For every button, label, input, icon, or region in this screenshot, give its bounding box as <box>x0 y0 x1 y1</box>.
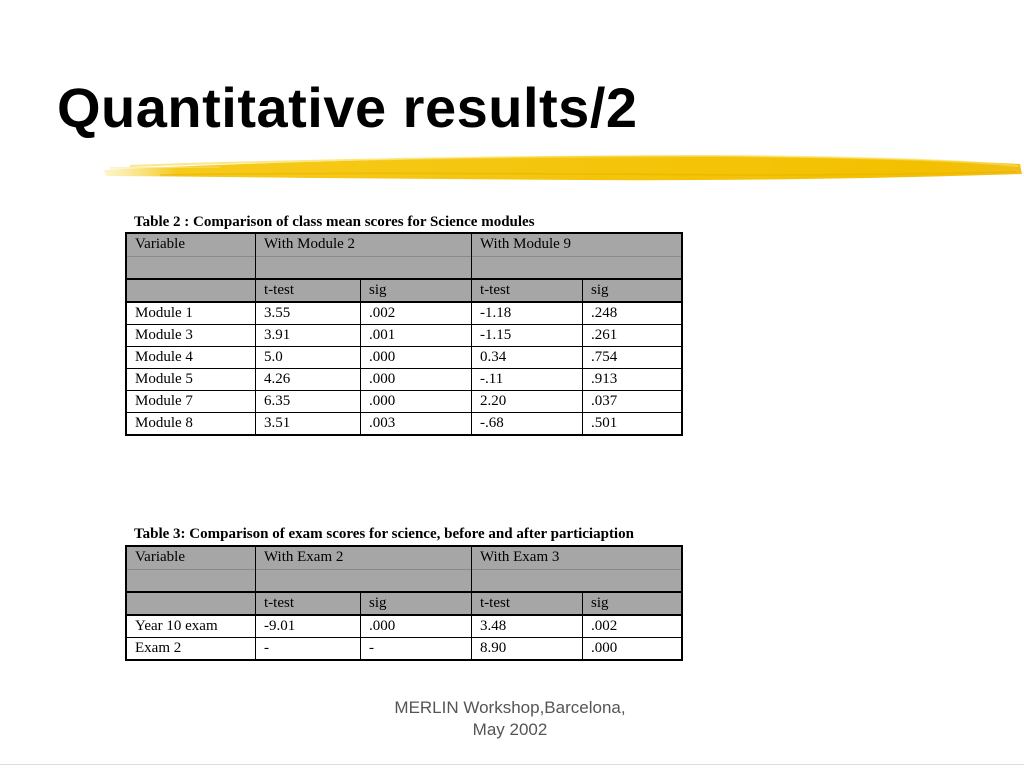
table-cell: Year 10 exam <box>126 615 256 638</box>
table-cell: .000 <box>361 391 472 413</box>
table3-header-group-1: With Exam 2 <box>256 546 472 592</box>
table-row <box>126 369 682 391</box>
table-cell: Module 4 <box>126 347 256 369</box>
table-cell: .000 <box>361 347 472 369</box>
table-cell: .261 <box>583 325 683 347</box>
table-cell: -1.15 <box>472 325 583 347</box>
table-cell: 2.20 <box>472 391 583 413</box>
table-cell: .002 <box>583 615 683 638</box>
table-cell: .001 <box>361 325 472 347</box>
table-cell: 3.51 <box>256 413 361 436</box>
table3-subheader-cell: t-test <box>256 592 361 615</box>
table-cell: Module 1 <box>126 302 256 325</box>
table2-header-row <box>126 233 682 279</box>
table-cell: 3.91 <box>256 325 361 347</box>
table2-subheader-cell: sig <box>361 279 472 302</box>
table-cell: .037 <box>583 391 683 413</box>
table2-header-group-2: With Module 9 <box>472 233 683 279</box>
slide-title: Quantitative results/2 <box>57 76 638 139</box>
table-row <box>126 391 682 413</box>
table2-subheader-row <box>126 279 682 302</box>
table-cell: .000 <box>361 615 472 638</box>
table-cell: Module 5 <box>126 369 256 391</box>
table-cell: Exam 2 <box>126 638 256 661</box>
table-cell: 5.0 <box>256 347 361 369</box>
footer-line-1: MERLIN Workshop,Barcelona, <box>394 698 626 717</box>
table-cell: 3.55 <box>256 302 361 325</box>
table-cell: .913 <box>583 369 683 391</box>
table2-subheader-cell: sig <box>583 279 683 302</box>
table-cell: .000 <box>583 638 683 661</box>
table-cell: -.68 <box>472 413 583 436</box>
table2-header-variable: Variable <box>126 233 256 279</box>
table3-header-variable: Variable <box>126 546 256 592</box>
table2 <box>125 232 683 436</box>
table-row <box>126 302 682 325</box>
table-cell: .754 <box>583 347 683 369</box>
table-cell: .002 <box>361 302 472 325</box>
table-cell: -9.01 <box>256 615 361 638</box>
yellow-highlighter-stroke <box>100 148 1024 188</box>
table-cell: 4.26 <box>256 369 361 391</box>
table-cell: 0.34 <box>472 347 583 369</box>
table-row <box>126 638 682 661</box>
table-cell: -1.18 <box>472 302 583 325</box>
table-row <box>126 615 682 638</box>
table-cell: -.11 <box>472 369 583 391</box>
table-row <box>126 347 682 369</box>
table3-caption: Table 3: Comparison of exam scores for science, before and after particiaption <box>134 526 634 542</box>
bottom-divider <box>0 764 1024 765</box>
table-row <box>126 413 682 436</box>
table3 <box>125 545 683 661</box>
table3-subheader-cell: sig <box>583 592 683 615</box>
table-cell: .248 <box>583 302 683 325</box>
slide-footer <box>360 697 660 741</box>
table-cell: - <box>256 638 361 661</box>
table2-subheader-cell: t-test <box>256 279 361 302</box>
table-cell: .003 <box>361 413 472 436</box>
table-cell: 3.48 <box>472 615 583 638</box>
table3-subheader-cell: sig <box>361 592 472 615</box>
table2-subheader-cell: t-test <box>472 279 583 302</box>
footer-line-2: May 2002 <box>472 720 548 739</box>
table2-subheader-blank <box>126 279 256 302</box>
table2-caption: Table 2 : Comparison of class mean scores for Science modules <box>134 214 535 230</box>
table3-header-row <box>126 546 682 592</box>
table-cell: - <box>361 638 472 661</box>
table2-header-group-1: With Module 2 <box>256 233 472 279</box>
table-cell: 8.90 <box>472 638 583 661</box>
table-cell: .000 <box>361 369 472 391</box>
table3-subheader-blank <box>126 592 256 615</box>
table-cell: Module 3 <box>126 325 256 347</box>
table-cell: 6.35 <box>256 391 361 413</box>
table3-subheader-cell: t-test <box>472 592 583 615</box>
table3-header-group-2: With Exam 3 <box>472 546 683 592</box>
table-cell: Module 7 <box>126 391 256 413</box>
table-cell: Module 8 <box>126 413 256 436</box>
table3-subheader-row <box>126 592 682 615</box>
table-cell: .501 <box>583 413 683 436</box>
table-row <box>126 325 682 347</box>
